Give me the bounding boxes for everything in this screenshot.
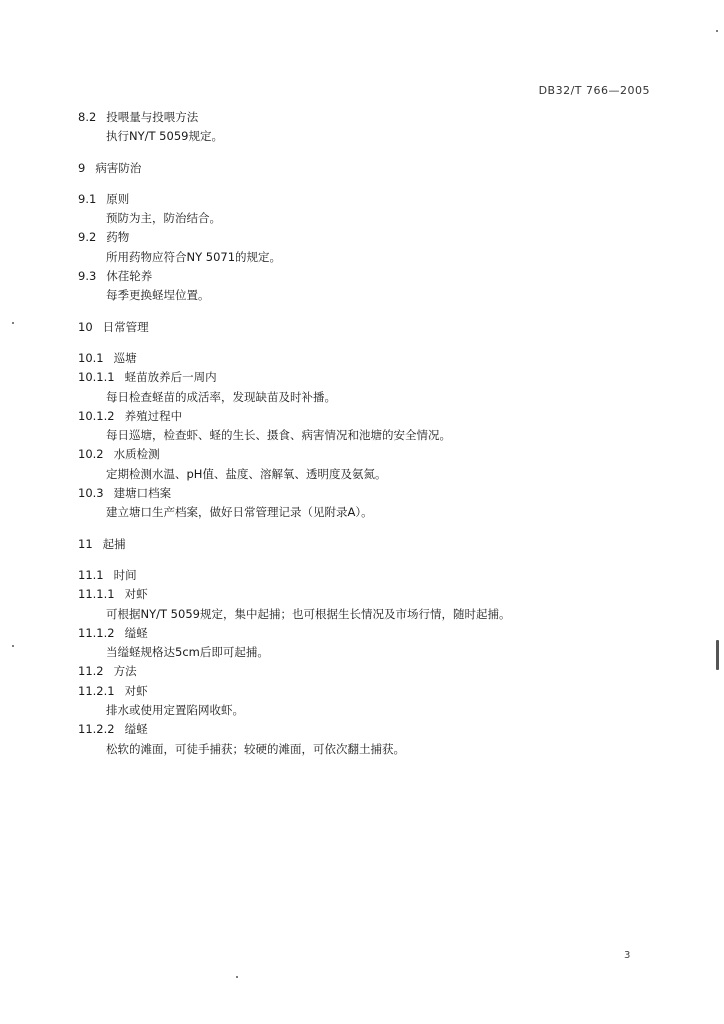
section-number: 10.1.2 [78, 408, 115, 423]
section-heading [78, 318, 678, 337]
section-text: 执行NY/T 5059规定。 [106, 129, 223, 144]
section-title: 缢蛏 [124, 625, 148, 640]
section-number: 11.2.1 [78, 683, 115, 698]
section-title: 巡塘 [113, 350, 137, 365]
section-number: 10.2 [78, 447, 104, 462]
section-text: 预防为主，防治结合。 [106, 211, 221, 226]
section-title: 时间 [113, 567, 137, 582]
section-text: 所用药物应符合NY 5071的规定。 [106, 249, 282, 264]
section-heading [78, 566, 678, 585]
section-heading [78, 228, 678, 247]
section-number: 10.3 [78, 486, 104, 501]
section-text: 建立塘口生产档案，做好日常管理记录（见附录A）。 [106, 505, 373, 520]
section-title: 休荏轮养 [106, 269, 153, 284]
section-heading [78, 407, 678, 426]
section-number: 9.2 [78, 230, 97, 245]
section-number: 11 [78, 536, 93, 551]
section-title: 对虾 [124, 683, 148, 698]
section-title: 药物 [106, 230, 130, 245]
scan-speck [236, 976, 238, 978]
section-heading [78, 190, 678, 209]
section-number: 9 [78, 160, 86, 175]
scan-speck [12, 322, 14, 324]
section-number: 9.3 [78, 269, 97, 284]
section-number: 9.1 [78, 191, 97, 206]
section-heading [78, 484, 678, 503]
section-heading [78, 108, 678, 127]
section-heading [78, 159, 678, 178]
section-text: 每日检查蛏苗的成活率，发现缺苗及时补播。 [106, 389, 336, 404]
section-text: 每日巡塘，检查虾、蛏的生长、摄食、病害情况和池塘的安全情况。 [106, 428, 451, 443]
scan-speck [716, 30, 718, 32]
section-text: 每季更换蛏埕位置。 [106, 288, 210, 303]
section-heading [78, 267, 678, 286]
section-title: 日常管理 [102, 319, 149, 334]
section-title: 原则 [106, 191, 130, 206]
section-heading [78, 585, 678, 604]
section-number: 11.1 [78, 567, 104, 582]
section-title: 水质检测 [113, 447, 160, 462]
section-text: 定期检测水温、pH值、盐度、溶解氧、透明度及氨氮。 [106, 466, 387, 481]
section-heading [78, 349, 678, 368]
section-text: 当缢蛏规格达5cm后即可起捕。 [106, 645, 269, 660]
section-title: 养殖过程中 [124, 408, 183, 423]
section-number: 10.1 [78, 350, 104, 365]
section-number: 10.1.1 [78, 370, 115, 385]
scan-speck [716, 640, 719, 670]
section-title: 建塘口档案 [113, 486, 172, 501]
section-number: 8.2 [78, 110, 97, 124]
section-number: 11.2.2 [78, 722, 115, 737]
document-body [78, 108, 678, 759]
section-text: 松软的滩面，可徒手捕获；较硬的滩面，可依次翻土捕获。 [106, 741, 405, 756]
section-title: 投喂量与投喂方法 [106, 110, 199, 124]
section-title: 起捕 [102, 536, 126, 551]
section-title: 病害防治 [95, 160, 142, 175]
section-title: 方法 [113, 664, 137, 679]
section-text: 排水或使用定置陷网收虾。 [106, 703, 244, 718]
section-heading [78, 445, 678, 464]
section-title: 对虾 [124, 587, 148, 602]
section-heading [78, 682, 678, 701]
section-number: 10 [78, 319, 93, 334]
standard-code: DB32/T 766—2005 [538, 84, 650, 97]
section-number: 11.1.2 [78, 625, 115, 640]
section-heading [78, 624, 678, 643]
scan-speck [12, 645, 14, 647]
section-heading [78, 368, 678, 387]
section-number: 11.2 [78, 664, 104, 679]
section-title: 缢蛏 [124, 722, 148, 737]
page-number: 3 [624, 950, 631, 961]
section-title: 蛏苗放养后一周内 [124, 370, 217, 385]
section-number: 11.1.1 [78, 587, 115, 602]
section-heading [78, 662, 678, 681]
section-heading [78, 535, 678, 554]
section-heading [78, 720, 678, 739]
section-text: 可根据NY/T 5059规定，集中起捕；也可根据生长情况及市场行情，随时起捕。 [106, 606, 511, 621]
